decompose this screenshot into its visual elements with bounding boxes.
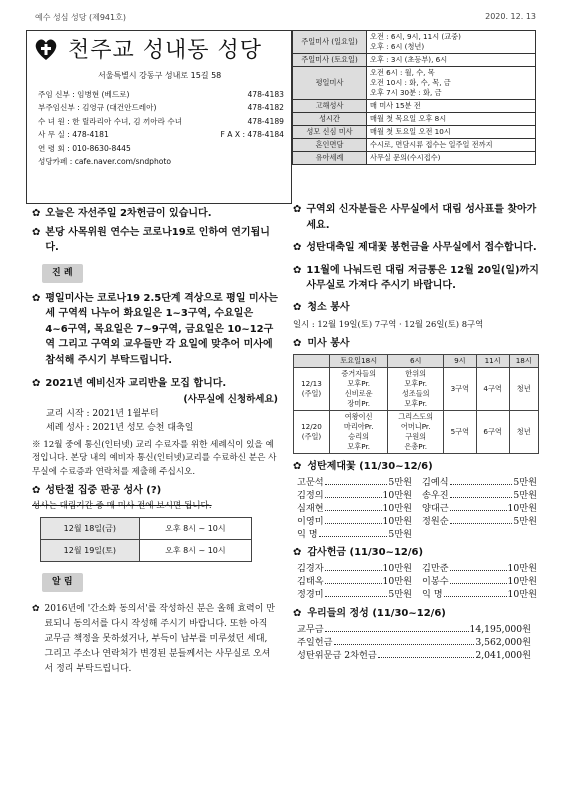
service-cell: 청년 <box>509 411 539 454</box>
contact-label: 연 령 회 : 010-8630-8445 <box>38 143 131 153</box>
service-header-cell: 9시 <box>443 355 476 368</box>
flower-bullet-icon: ✿ <box>32 378 41 389</box>
flower-bullet-icon: ✿ <box>32 485 41 496</box>
service-cell: 6구역 <box>476 411 509 454</box>
schedule-label: 혼인면담 <box>293 139 367 152</box>
donor-amount: 10만원 <box>382 490 412 501</box>
schedule-label: 성모 신심 미사 <box>293 126 367 139</box>
schedule-label: 유아세례 <box>293 152 367 165</box>
donor-row <box>297 575 537 588</box>
donor-entry <box>297 588 412 601</box>
contact-label: 사 무 실 : 478-4181 <box>38 130 109 140</box>
flower-bullet-icon: ✿ <box>293 264 302 276</box>
schedule-value: 오전 6시 : 월, 수, 목 오전 10시 : 화, 수, 목, 금 오후 7시 30분 : 화, 금 <box>367 67 536 100</box>
dot-leader <box>325 562 382 571</box>
flower-bullet-icon: ✿ <box>32 292 41 304</box>
schedule-row <box>293 31 536 54</box>
devotion-value: 2,041,000원 <box>475 650 531 661</box>
flowers-heading: ✿ 성탄제대꽃 (11/30~12/6) <box>293 461 433 472</box>
devotion-row <box>297 636 531 649</box>
donor-entry <box>422 502 537 515</box>
donor-name: 익 명 <box>422 589 443 600</box>
donor-entry <box>422 528 537 541</box>
left-column <box>32 206 278 677</box>
donor-entry <box>297 575 412 588</box>
donor-name: 정경미 <box>297 589 324 600</box>
service-cell: 여왕이신 마리아Pr. 승리의 모후Pr. <box>329 411 388 454</box>
donor-amount: 5만원 <box>513 477 537 488</box>
dot-leader <box>325 476 388 485</box>
donor-amount: 5만원 <box>388 477 412 488</box>
dot-leader <box>450 489 513 498</box>
dot-leader <box>450 515 513 524</box>
donor-entry <box>297 515 412 528</box>
section-tag-allim: 알 림 <box>42 573 83 592</box>
notice-subtitle: (사무실에 신청하세요) <box>183 393 278 405</box>
schedule-value: 매 미사 15분 전 <box>367 100 536 113</box>
confession-row <box>41 540 252 562</box>
service-cell: 4구역 <box>476 368 509 411</box>
schedule-label: 평일미사 <box>293 67 367 100</box>
donor-entry <box>422 515 537 528</box>
thanks-list <box>297 562 537 601</box>
donor-row <box>297 588 537 601</box>
donor-name: 김태옥 <box>297 576 324 587</box>
service-cell: 3구역 <box>443 368 476 411</box>
service-row <box>294 368 539 411</box>
dot-leader <box>450 575 507 584</box>
contact-label: 수 녀 원 : 한 릴라리아 수녀, 김 끼아라 수녀 <box>38 116 183 126</box>
notice-item: ✿ 11월에 나눠드린 대림 저금통은 12월 20일(일)까지 사무실로 가져다 주시기 바랍니다. <box>293 263 539 294</box>
donor-name: 고문석 <box>297 477 324 488</box>
schedule-value: 수시로, 면담시류 접수는 일주일 전까지 <box>367 139 536 152</box>
notice-item: ✿ 오늘은 자선주일 2차헌금이 있습니다. <box>32 206 278 222</box>
notice-item: ✿ 2021년 예비신자 교리반을 모집 합니다. <box>32 376 278 392</box>
service-header-cell <box>294 355 330 368</box>
contact-label: 주임 신부 : 임병현 (베드로) <box>38 90 130 99</box>
donor-name: 김만준 <box>422 563 449 574</box>
service-cell: 그리스도의 어머니Pr. 구원의 은총Pr. <box>388 411 443 454</box>
dot-leader <box>334 636 475 645</box>
schedule-label: 고해성사 <box>293 100 367 113</box>
flower-bullet-icon: ✿ <box>293 547 302 558</box>
donor-entry <box>297 528 412 541</box>
devotion-label: 교무금 <box>297 624 324 635</box>
service-cell: 12/20 (주일) <box>294 411 330 454</box>
schedule-label: 주일미사 (토요일) <box>293 54 367 67</box>
donor-amount: 10만원 <box>507 563 537 574</box>
contact-row <box>38 115 284 128</box>
thanks-heading: ✿ 감사헌금 (11/30~12/6) <box>293 547 424 558</box>
schedule-value: 매월 첫 목요일 오후 8시 <box>367 113 536 126</box>
donor-name: 양대근 <box>422 503 449 514</box>
schedule-value: 사무실 문의(수시접수) <box>367 152 536 165</box>
schedule-row <box>293 139 536 152</box>
confession-date: 12월 18일(금) <box>41 518 140 540</box>
devotion-list <box>297 623 531 662</box>
service-header-row <box>294 355 539 368</box>
notice-item: ✿ 평일미사는 코로나19 2.5단계 격상으로 평일 미사는 세 구역씩 나누어 화요일은 1~3구역, 수요일은 4~6구역, 목요일은 7~9구역, 금요일은 10~12구역 그리고 구역외 교우들만 각 요일에 맞추어 미사에 참석해 주시기 부탁드립니다. <box>32 291 278 369</box>
dot-leader <box>325 502 382 511</box>
donor-amount: 10만원 <box>382 503 412 514</box>
service-cell: 청년 <box>509 368 539 411</box>
donor-entry <box>422 562 537 575</box>
donor-name: 정원순 <box>422 516 449 527</box>
donor-amount: 5만원 <box>513 490 537 501</box>
service-cell: 한위의 모후Pr. 성조들의 모후Pr. <box>388 368 443 411</box>
devotion-label: 성탄위문금 2차헌금 <box>297 650 377 661</box>
notice-item: ✿ 본당 사목위원 연수는 코로나19로 인하여 연기됩니다. <box>32 225 278 256</box>
contact-value: 478-4183 <box>247 90 284 99</box>
devotion-row <box>297 623 531 636</box>
confession-row <box>41 518 252 540</box>
contact-label: 부주임신부 : 김영규 (대건안드레아) <box>38 103 157 113</box>
donor-entry <box>422 476 537 489</box>
devotion-heading: ✿ 우리들의 정성 (11/30~12/6) <box>293 608 446 619</box>
service-header-cell: 11시 <box>476 355 509 368</box>
donor-row <box>297 528 537 541</box>
service-row <box>294 411 539 454</box>
flower-bullet-icon: ✿ <box>293 242 302 253</box>
schedule-row <box>293 113 536 126</box>
bulletin-date: 2020. 12. 13 <box>485 12 536 21</box>
cleaning-schedule: 일시 : 12월 19일(토) 7구역 · 12월 26일(토) 8구역 <box>293 318 484 329</box>
flower-bullet-icon: ✿ <box>32 208 41 219</box>
mass-service-heading: ✿ 미사 봉사 <box>293 338 350 349</box>
right-column <box>293 202 539 662</box>
donor-entry <box>422 588 537 601</box>
notice-item: ✿ 구역외 신자분들은 사무실에서 대림 성사표를 찾아가세요. <box>293 202 539 233</box>
parish-address: 서울특별시 강동구 성내로 15길 58 <box>98 71 222 80</box>
notice-item: ✿ 성탄절 집중 판공 성사 (?) <box>32 483 278 499</box>
donor-amount: 10만원 <box>507 589 537 600</box>
donor-name: 이영미 <box>297 516 324 527</box>
dot-leader <box>325 588 388 597</box>
devotion-row <box>297 649 531 662</box>
dot-leader <box>325 489 382 498</box>
notice-item: ✿ 2016년에 '간소화 동의서'를 작성하신 분은 올해 효력이 만료되니 동의서를 다시 작성해 주시기 바랍니다. 또한 아직 교무금 책정을 못하셨거나, 부득이 납부를 미루셨던 세대, 그리고 주소나 연락처가 변경된 분들께서는 사무실로 오셔서 정리 부탁드립니다. <box>32 602 278 677</box>
donor-entry <box>297 476 412 489</box>
contact-value: 478-4182 <box>247 103 284 113</box>
flower-bullet-icon: ✿ <box>293 338 302 349</box>
contact-list <box>38 88 284 168</box>
confession-time: 오후 8시 ~ 10시 <box>139 540 251 562</box>
donor-row <box>297 476 537 489</box>
schedule-value: 오전 : 6시, 9시, 11시 (교중) 오후 : 6시 (청년) <box>367 31 536 54</box>
donor-name: 익 명 <box>297 529 318 540</box>
mass-service-table <box>293 354 539 454</box>
parish-logo-icon <box>33 36 59 62</box>
donor-amount: 10만원 <box>382 516 412 527</box>
flower-bullet-icon: ✿ <box>32 604 40 614</box>
service-header-cell: 토요일18시 <box>329 355 388 368</box>
devotion-value: 3,562,000원 <box>475 637 531 648</box>
notice-item: ✿ 성탄대축일 제대꽃 봉헌금을 사무실에서 접수합니다. <box>293 240 539 256</box>
contact-row <box>38 142 284 155</box>
devotion-value: 14,195,000원 <box>469 624 531 635</box>
donor-entry <box>297 562 412 575</box>
donor-amount: 10만원 <box>507 576 537 587</box>
schedule-row <box>293 100 536 113</box>
service-header-cell: 18시 <box>509 355 539 368</box>
service-cell: 12/13 (주일) <box>294 368 330 411</box>
flower-bullet-icon: ✿ <box>32 226 41 238</box>
donor-amount: 10만원 <box>382 563 412 574</box>
schedule-row <box>293 126 536 139</box>
bulletin-issue: 예수 성심 성당 (제941호) <box>35 13 126 22</box>
service-cell: 증거자들의 모후Pr. 신비로운 장미Pr. <box>329 368 388 411</box>
flower-bullet-icon: ✿ <box>293 461 302 472</box>
dot-leader <box>450 476 513 485</box>
donor-name: 이봉수 <box>422 576 449 587</box>
dot-leader <box>450 502 507 511</box>
flower-bullet-icon: ✿ <box>293 301 302 313</box>
donor-row <box>297 562 537 575</box>
donor-name: 김정의 <box>297 490 324 501</box>
flower-bullet-icon: ✿ <box>293 608 302 619</box>
devotion-label: 주일헌금 <box>297 637 333 648</box>
confession-time: 오후 8시 ~ 10시 <box>139 518 251 540</box>
dot-leader <box>450 562 507 571</box>
contact-label: 성당카페 : cafe.naver.com/sndphoto <box>38 157 172 167</box>
contact-row <box>38 88 284 101</box>
dot-leader <box>378 649 475 658</box>
donor-entry <box>297 489 412 502</box>
contact-value: F A X : 478-4184 <box>220 130 284 140</box>
donor-row <box>297 489 537 502</box>
schedule-row <box>293 67 536 100</box>
contact-row <box>38 101 284 114</box>
schedule-label: 성시간 <box>293 113 367 126</box>
baptism-note: ※ 12월 중에 통신(인터넷) 교리 수료자를 위한 세례식이 있을 예정입니다. 본당 내의 예비자 통신(인터넷)교리를 수료하신 분은 사무실에 수료증과 연락처를 제출해 주십시오. <box>32 439 277 477</box>
flower-bullet-icon: ✿ <box>293 204 302 215</box>
donor-entry <box>297 502 412 515</box>
confession-date: 12월 19일(토) <box>41 540 140 562</box>
donor-entry <box>422 489 537 502</box>
catechism-start: 교리 시작 : 2021년 1월부터 <box>46 408 159 419</box>
mass-schedule-table <box>292 30 536 165</box>
schedule-row <box>293 152 536 165</box>
service-cell: 5구역 <box>443 411 476 454</box>
confession-table <box>40 517 252 562</box>
flowers-list <box>297 476 537 541</box>
donor-amount: 10만원 <box>507 503 537 514</box>
donor-amount: 5만원 <box>388 589 412 600</box>
baptism-date: 세례 성사 : 2021년 성모 승천 대축일 <box>46 423 194 433</box>
donor-name: 송우진 <box>422 490 449 501</box>
service-header-cell: 6시 <box>388 355 443 368</box>
donor-amount: 5만원 <box>388 529 412 540</box>
donor-row <box>297 515 537 528</box>
section-tag-jinrye: 진 례 <box>42 264 83 283</box>
dot-leader <box>325 575 382 584</box>
donor-amount: 5만원 <box>513 516 537 527</box>
confession-note: 성사는 대림기간 중 매 미사 전에 보시면 됩니다. <box>32 500 212 511</box>
dot-leader <box>444 588 507 597</box>
schedule-row <box>293 54 536 67</box>
donor-name: 김경자 <box>297 563 324 574</box>
donor-row <box>297 502 537 515</box>
dot-leader <box>319 528 388 537</box>
schedule-value: 오후 : 3시 (초등부), 6시 <box>367 54 536 67</box>
parish-title: 천주교 성내동 성당 <box>68 38 263 63</box>
dot-leader <box>325 515 382 524</box>
contact-row <box>38 155 284 168</box>
donor-name: 김예식 <box>422 477 449 488</box>
contact-value: 478-4189 <box>247 116 284 126</box>
schedule-value: 매월 첫 토요일 오전 10시 <box>367 126 536 139</box>
contact-row <box>38 128 284 141</box>
schedule-label: 주일미사 (일요일) <box>293 31 367 54</box>
donor-name: 심재현 <box>297 503 324 514</box>
dot-leader <box>325 623 469 632</box>
donor-amount: 10만원 <box>382 576 412 587</box>
cleaning-heading: ✿ 청소 봉사 <box>293 301 350 313</box>
donor-entry <box>422 575 537 588</box>
